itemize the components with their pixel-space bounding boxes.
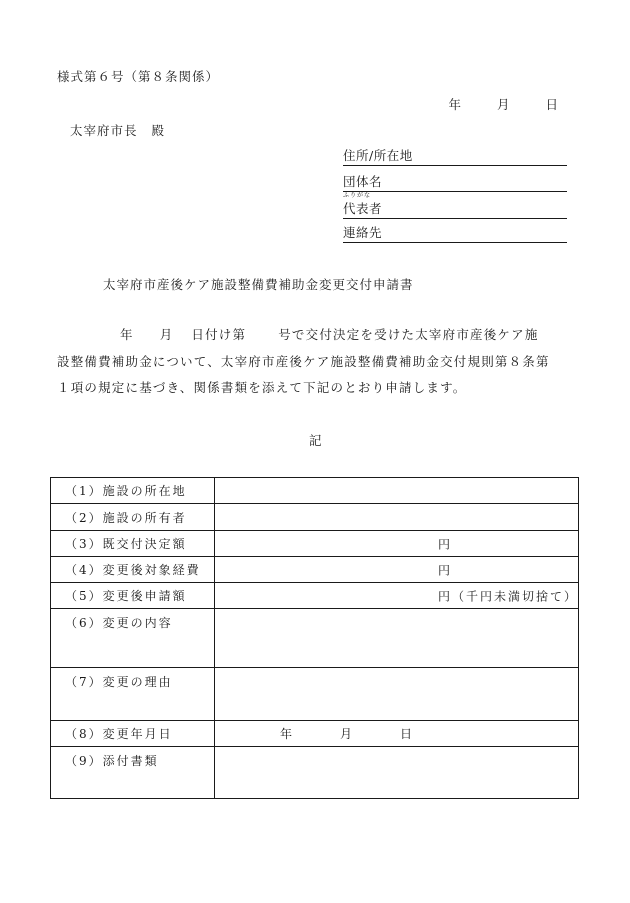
- body-line-1: [57, 322, 579, 349]
- row-label: （7）変更の理由: [51, 668, 215, 721]
- row-label: （2）施設の所有者: [51, 504, 215, 531]
- date-month: 月: [496, 97, 510, 112]
- table-row: [51, 583, 579, 609]
- ki-heading: 記: [309, 433, 322, 448]
- request-body: [57, 322, 579, 402]
- addressee-honorific: 殿: [151, 123, 166, 138]
- applicant-organization-label: 団体名: [343, 174, 383, 189]
- body-month: 月: [159, 327, 174, 342]
- change-date-input[interactable]: [215, 721, 579, 747]
- applicant-contact-label: 連絡先: [343, 225, 383, 240]
- form-number: 様式第６号（第８条関係）: [57, 69, 220, 84]
- addressee-name: 太宰府市長: [70, 123, 138, 138]
- change-year: 年: [280, 727, 295, 741]
- representative-ruby: ふりがな: [343, 192, 372, 199]
- applicant-address-label: 住所/所在地: [343, 148, 413, 163]
- attachments-input[interactable]: [215, 747, 579, 799]
- table-row: [51, 557, 579, 583]
- body-line-3: １項の規定に基づき、関係書類を添えて下記のとおり申請します。: [57, 380, 467, 395]
- body-line-2: 設整備費補助金について、太宰府市産後ケア施設整備費補助金交付規則第８条第: [57, 353, 550, 369]
- body-day: 日付け第: [191, 327, 247, 342]
- change-month: 月: [340, 727, 355, 741]
- addressee: [70, 121, 165, 139]
- representative-label-wrap: [343, 192, 383, 217]
- applicant-representative-label: 代表者: [343, 201, 383, 216]
- document-title: 太宰府市産後ケア施設整備費補助金変更交付申請書: [103, 277, 414, 292]
- applicant-address-field[interactable]: [343, 146, 567, 166]
- yen-unit: 円: [438, 563, 453, 577]
- application-table: [50, 477, 579, 799]
- change-day: 日: [400, 727, 415, 741]
- table-row: [51, 609, 579, 668]
- applicant-organization-field[interactable]: [343, 172, 567, 192]
- row-label: （3）既交付決定額: [51, 531, 215, 557]
- change-reason-input[interactable]: [215, 668, 579, 721]
- body-year: 年: [120, 327, 134, 342]
- row-label: （9）添付書類: [51, 747, 215, 799]
- yen-unit-rounding: 円（千円未満切捨て）: [438, 589, 579, 603]
- change-content-input[interactable]: [215, 609, 579, 668]
- table-row: [51, 721, 579, 747]
- table-row: [51, 747, 579, 799]
- date-day: 日: [545, 97, 558, 112]
- revised-cost-input[interactable]: [215, 557, 579, 583]
- row-label: （4）変更後対象経費: [51, 557, 215, 583]
- row-label: （1）施設の所在地: [51, 478, 215, 504]
- date-year: 年: [448, 97, 461, 112]
- applicant-representative-field[interactable]: [343, 192, 567, 219]
- body-line-1-rest: 号で交付決定を受けた太宰府市産後ケア施: [278, 327, 539, 342]
- table-row: [51, 668, 579, 721]
- revised-request-amount-input[interactable]: [215, 583, 579, 609]
- facility-owner-input[interactable]: [215, 504, 579, 531]
- row-label: （8）変更年月日: [51, 721, 215, 747]
- applicant-contact-field[interactable]: [343, 223, 567, 243]
- table-row: [51, 531, 579, 557]
- decided-amount-input[interactable]: [215, 531, 579, 557]
- facility-location-input[interactable]: [215, 478, 579, 504]
- row-label: （5）変更後申請額: [51, 583, 215, 609]
- submission-date: [448, 95, 558, 113]
- table-row: [51, 478, 579, 504]
- table-row: [51, 504, 579, 531]
- row-label: （6）変更の内容: [51, 609, 215, 668]
- yen-unit: 円: [438, 537, 453, 551]
